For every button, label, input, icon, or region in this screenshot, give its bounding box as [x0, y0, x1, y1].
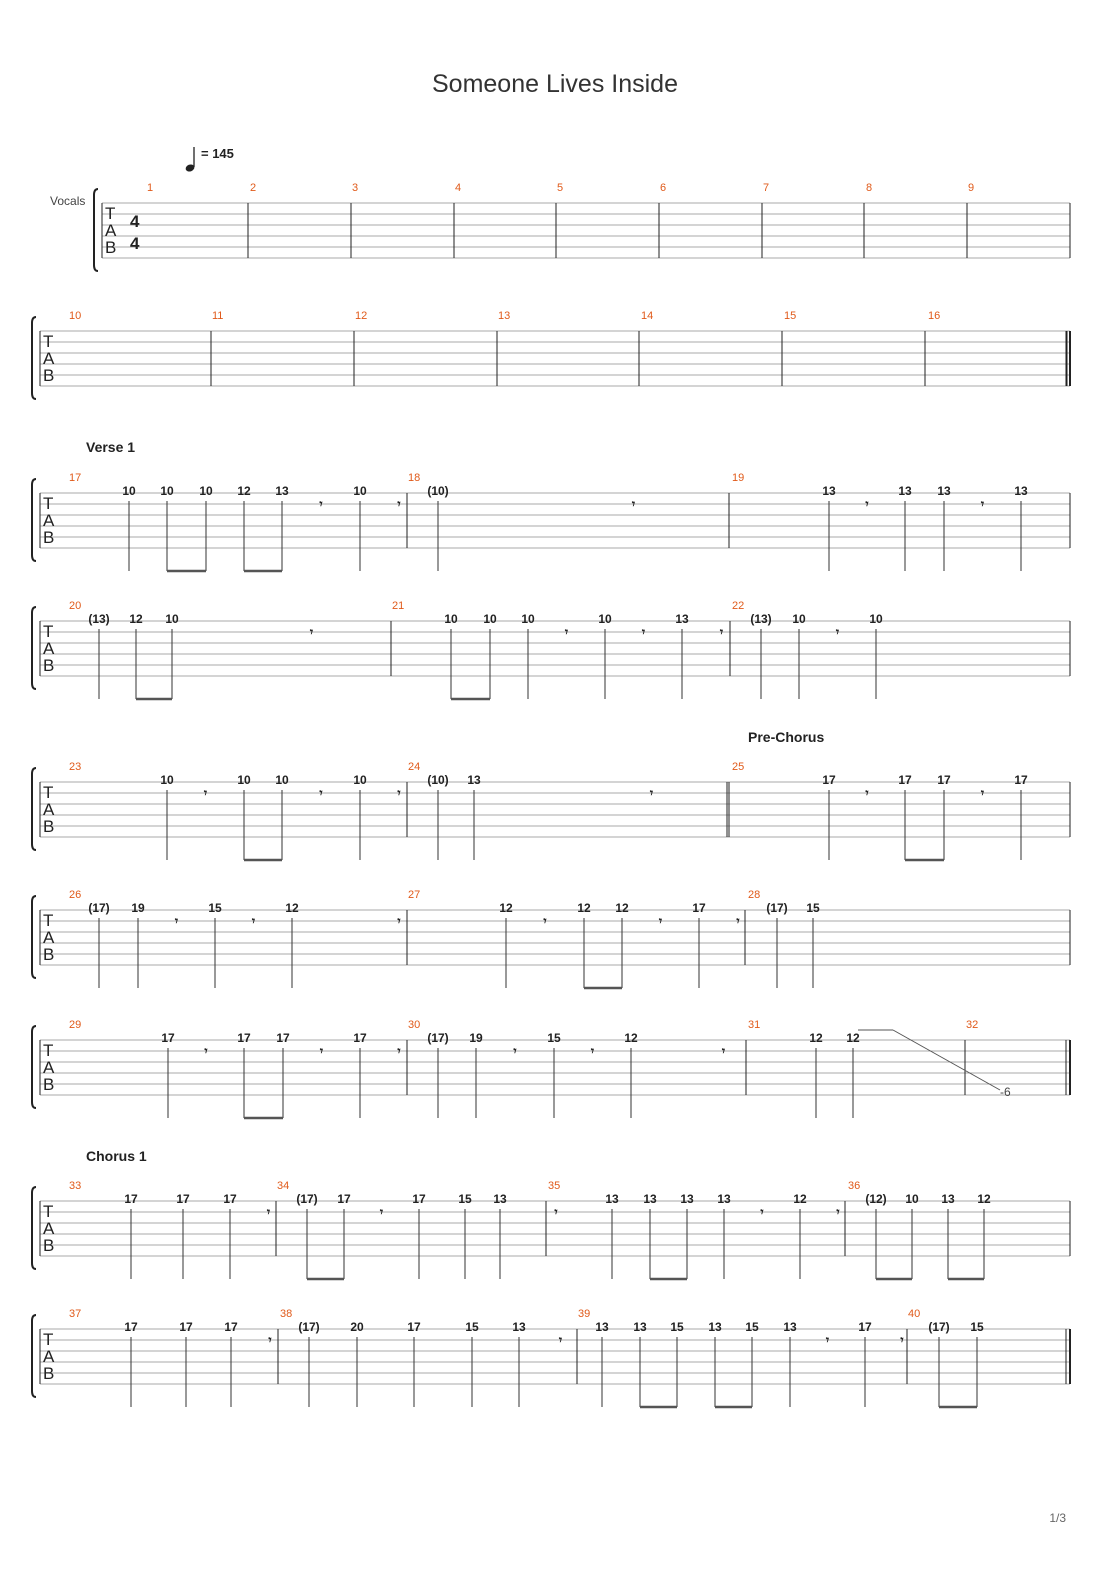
eighth-rest-icon: 𝄾	[266, 1205, 271, 1219]
time-signature-bottom: 4	[130, 234, 140, 253]
tab-letter: B	[43, 817, 55, 836]
fret-number: 13	[512, 1320, 526, 1334]
measure-number: 4	[455, 182, 462, 194]
fret-number: 17	[237, 1031, 251, 1045]
fret-number: 10	[353, 773, 367, 787]
tab-letter: T	[43, 1202, 54, 1221]
tab-letter: B	[43, 1075, 55, 1094]
fret-number: 10	[792, 612, 806, 626]
eighth-rest-icon: 𝄾	[825, 1333, 830, 1347]
fret-number: 10	[275, 773, 289, 787]
fret-number: 12	[129, 612, 143, 626]
measure-number: 39	[578, 1308, 591, 1320]
fret-number: 15	[208, 901, 222, 915]
fret-number: 12	[793, 1192, 807, 1206]
fret-number: 13	[937, 484, 951, 498]
slide-target: -6	[1000, 1085, 1011, 1099]
eighth-rest-icon: 𝄾	[397, 1044, 401, 1058]
eighth-rest-icon: 𝄾	[397, 497, 401, 511]
fret-number: 13	[275, 484, 289, 498]
fret-number: 15	[547, 1031, 561, 1045]
fret-number: 13	[708, 1320, 722, 1334]
eighth-rest-icon: 𝄾	[309, 625, 314, 639]
measure-number: 13	[498, 310, 511, 322]
fret-number: (17)	[298, 1320, 320, 1334]
fret-number: 10	[237, 773, 251, 787]
fret-number: 20	[350, 1320, 364, 1334]
eighth-rest-icon: 𝄾	[397, 786, 401, 800]
staff-bracket	[32, 1026, 36, 1108]
staff-bracket	[32, 607, 36, 689]
fret-number: 12	[577, 901, 591, 915]
staff-system	[32, 1308, 1070, 1407]
fret-number: (17)	[296, 1192, 318, 1206]
fret-number: 10	[444, 612, 458, 626]
tab-letter: A	[43, 639, 55, 658]
fret-number: (13)	[88, 612, 110, 626]
fret-number: 13	[717, 1192, 731, 1206]
eighth-rest-icon: 𝄾	[631, 497, 636, 511]
fret-number: 19	[131, 901, 145, 915]
measure-number: 29	[69, 1019, 82, 1031]
fret-number: (12)	[865, 1192, 887, 1206]
fret-number: 17	[692, 901, 706, 915]
fret-number: 10	[483, 612, 497, 626]
eighth-rest-icon: 𝄾	[836, 1205, 840, 1219]
eighth-rest-icon: 𝄾	[658, 914, 663, 928]
staff-system	[32, 600, 1070, 699]
measure-number: 21	[392, 600, 405, 612]
measure-number: 7	[763, 182, 770, 194]
tab-letter: T	[43, 911, 54, 930]
tab-letter: A	[43, 349, 55, 368]
fret-number: 13	[680, 1192, 694, 1206]
measure-number: 20	[69, 600, 82, 612]
measure-number: 23	[69, 761, 82, 773]
staff-systems	[32, 182, 1070, 1407]
measure-number: 8	[866, 182, 873, 194]
measure-number: 1	[147, 182, 154, 194]
measure-number: 11	[212, 310, 224, 322]
fret-number: 10	[869, 612, 883, 626]
fret-number: 17	[161, 1031, 175, 1045]
section-label-chorus-1: Chorus 1	[86, 1148, 147, 1164]
eighth-rest-icon: 𝄾	[980, 497, 985, 511]
fret-number: 10	[905, 1192, 919, 1206]
measure-number: 31	[748, 1019, 761, 1031]
staff-bracket	[32, 1187, 36, 1269]
measure-number: 17	[69, 472, 82, 484]
fret-number: (17)	[427, 1031, 449, 1045]
tab-letter: T	[43, 494, 54, 513]
staff-system	[94, 182, 1070, 271]
measure-number: 34	[277, 1180, 290, 1192]
eighth-rest-icon: 𝄾	[554, 1205, 558, 1219]
fret-number: 15	[670, 1320, 684, 1334]
eighth-rest-icon: 𝄾	[865, 497, 869, 511]
measure-number: 15	[784, 310, 797, 322]
measure-number: 36	[848, 1180, 861, 1192]
fret-number: 15	[970, 1320, 984, 1334]
eighth-rest-icon: 𝄾	[760, 1205, 764, 1219]
fret-number: 12	[499, 901, 513, 915]
staff-bracket	[32, 768, 36, 850]
tab-letter: B	[105, 238, 117, 257]
fret-number: 17	[1014, 773, 1028, 787]
measure-number: 2	[250, 182, 257, 194]
fret-number: 17	[898, 773, 912, 787]
fret-number: 17	[353, 1031, 367, 1045]
eighth-rest-icon: 𝄾	[397, 914, 401, 928]
fret-number: 10	[122, 484, 136, 498]
fret-number: 17	[124, 1320, 138, 1334]
staff-bracket	[94, 189, 98, 271]
fret-number: 13	[822, 484, 836, 498]
score-title: Someone Lives Inside	[432, 70, 678, 98]
fret-number: 13	[898, 484, 912, 498]
fret-number: 15	[458, 1192, 472, 1206]
tab-letter: T	[43, 783, 54, 802]
measure-number: 32	[966, 1019, 979, 1031]
fret-number: 12	[237, 484, 251, 498]
tempo-marking	[185, 146, 234, 173]
fret-number: 12	[624, 1031, 638, 1045]
eighth-rest-icon: 𝄾	[204, 1044, 208, 1058]
measure-number: 28	[748, 889, 761, 901]
fret-number: 10	[598, 612, 612, 626]
time-signature-top: 4	[130, 212, 140, 231]
eighth-rest-icon: 𝄾	[513, 1044, 517, 1058]
tab-letter: T	[43, 1041, 54, 1060]
tab-letter: T	[105, 204, 116, 223]
fret-number: 13	[675, 612, 689, 626]
eighth-rest-icon: 𝄾	[319, 786, 323, 800]
measure-number: 19	[732, 472, 745, 484]
staff-system	[32, 1019, 1070, 1118]
staff-system	[32, 1180, 1070, 1279]
fret-number: 12	[846, 1031, 860, 1045]
staff-bracket	[32, 479, 36, 561]
staff-system	[32, 761, 1070, 860]
fret-number: 17	[822, 773, 836, 787]
fret-number: 17	[179, 1320, 193, 1334]
measure-number: 37	[69, 1308, 82, 1320]
fret-number: (10)	[427, 773, 449, 787]
eighth-rest-icon: 𝄾	[174, 914, 179, 928]
fret-number: (17)	[88, 901, 110, 915]
fret-number: 19	[469, 1031, 483, 1045]
fret-number: 17	[124, 1192, 138, 1206]
fret-number: 13	[467, 773, 481, 787]
measure-number: 14	[641, 310, 654, 322]
fret-number: 12	[615, 901, 629, 915]
eighth-rest-icon: 𝄾	[736, 914, 740, 928]
eighth-rest-icon: 𝄾	[590, 1044, 595, 1058]
eighth-rest-icon: 𝄾	[865, 786, 869, 800]
fret-number: 15	[465, 1320, 479, 1334]
eighth-rest-icon: 𝄾	[558, 1333, 563, 1347]
tab-letter: A	[43, 1058, 55, 1077]
fret-number: 13	[643, 1192, 657, 1206]
measure-number: 35	[548, 1180, 561, 1192]
measure-number: 10	[69, 310, 82, 322]
fret-number: 10	[160, 773, 174, 787]
fret-number: 17	[337, 1192, 351, 1206]
eighth-rest-icon: 𝄾	[543, 914, 547, 928]
measure-number: 5	[557, 182, 564, 194]
fret-number: 13	[595, 1320, 609, 1334]
fret-number: 15	[806, 901, 820, 915]
tab-letter: A	[43, 1347, 55, 1366]
section-label-pre-chorus: Pre-Chorus	[748, 729, 825, 745]
fret-number: 10	[160, 484, 174, 498]
tab-letter: B	[43, 1236, 55, 1255]
fret-number: 13	[605, 1192, 619, 1206]
fret-number: 10	[521, 612, 535, 626]
eighth-rest-icon: 𝄾	[564, 625, 569, 639]
fret-number: (13)	[750, 612, 772, 626]
measure-number: 9	[968, 182, 975, 194]
slide-line	[893, 1030, 1000, 1090]
fret-number: 17	[224, 1320, 238, 1334]
tab-letter: B	[43, 945, 55, 964]
fret-number: 17	[407, 1320, 421, 1334]
measure-number: 40	[908, 1308, 921, 1320]
tab-letter: T	[43, 332, 54, 351]
eighth-rest-icon: 𝄾	[319, 497, 323, 511]
staff-system	[32, 889, 1070, 988]
page-number: 1/3	[1049, 1511, 1066, 1525]
fret-number: 17	[412, 1192, 426, 1206]
fret-number: 10	[353, 484, 367, 498]
measure-number: 22	[732, 600, 745, 612]
measure-number: 6	[660, 182, 667, 194]
tab-letter: A	[43, 511, 55, 530]
instrument-label: Vocals	[50, 194, 86, 208]
staff-system	[32, 310, 1070, 399]
section-label-verse-1: Verse 1	[86, 439, 136, 455]
eighth-rest-icon: 𝄾	[251, 914, 256, 928]
measure-number: 27	[408, 889, 421, 901]
tab-letter: A	[43, 800, 55, 819]
eighth-rest-icon: 𝄾	[719, 625, 724, 639]
fret-number: 12	[977, 1192, 991, 1206]
eighth-rest-icon: 𝄾	[900, 1333, 904, 1347]
eighth-rest-icon: 𝄾	[835, 625, 840, 639]
fret-number: 17	[276, 1031, 290, 1045]
tab-letter: B	[43, 656, 55, 675]
measure-number: 3	[352, 182, 359, 194]
measure-number: 16	[928, 310, 941, 322]
fret-number: 10	[199, 484, 213, 498]
eighth-rest-icon: 𝄾	[203, 786, 208, 800]
fret-number: 17	[176, 1192, 190, 1206]
eighth-rest-icon: 𝄾	[268, 1333, 272, 1347]
tab-letter: T	[43, 1330, 54, 1349]
tab-letter: B	[43, 528, 55, 547]
fret-number: 12	[809, 1031, 823, 1045]
fret-number: 13	[941, 1192, 955, 1206]
tab-letter: T	[43, 622, 54, 641]
fret-number: 13	[493, 1192, 507, 1206]
measure-number: 30	[408, 1019, 421, 1031]
fret-number: 17	[223, 1192, 237, 1206]
eighth-rest-icon: 𝄾	[721, 1044, 726, 1058]
eighth-rest-icon: 𝄾	[649, 786, 654, 800]
staff-system	[32, 472, 1070, 571]
fret-number: 15	[745, 1320, 759, 1334]
measure-number: 26	[69, 889, 82, 901]
fret-number: 17	[937, 773, 951, 787]
tab-letter: A	[105, 221, 117, 240]
fret-number: 13	[783, 1320, 797, 1334]
fret-number: 13	[633, 1320, 647, 1334]
measure-number: 25	[732, 761, 745, 773]
tempo-text: = 145	[201, 146, 234, 161]
measure-number: 12	[355, 310, 368, 322]
tab-letter: B	[43, 1364, 55, 1383]
fret-number: (17)	[928, 1320, 950, 1334]
measure-number: 38	[280, 1308, 293, 1320]
fret-number: 10	[165, 612, 179, 626]
staff-bracket	[32, 1315, 36, 1397]
fret-number: (17)	[766, 901, 788, 915]
eighth-rest-icon: 𝄾	[319, 1044, 324, 1058]
measure-number: 24	[408, 761, 421, 773]
tab-letter: A	[43, 1219, 55, 1238]
tab-letter: A	[43, 928, 55, 947]
fret-number: 13	[1014, 484, 1028, 498]
staff-bracket	[32, 317, 36, 399]
measure-number: 18	[408, 472, 421, 484]
tab-letter: B	[43, 366, 55, 385]
fret-number: 12	[285, 901, 299, 915]
fret-number: (10)	[427, 484, 449, 498]
eighth-rest-icon: 𝄾	[379, 1205, 384, 1219]
eighth-rest-icon: 𝄾	[980, 786, 985, 800]
eighth-rest-icon: 𝄾	[641, 625, 646, 639]
measure-number: 33	[69, 1180, 82, 1192]
staff-bracket	[32, 896, 36, 978]
fret-number: 17	[858, 1320, 872, 1334]
